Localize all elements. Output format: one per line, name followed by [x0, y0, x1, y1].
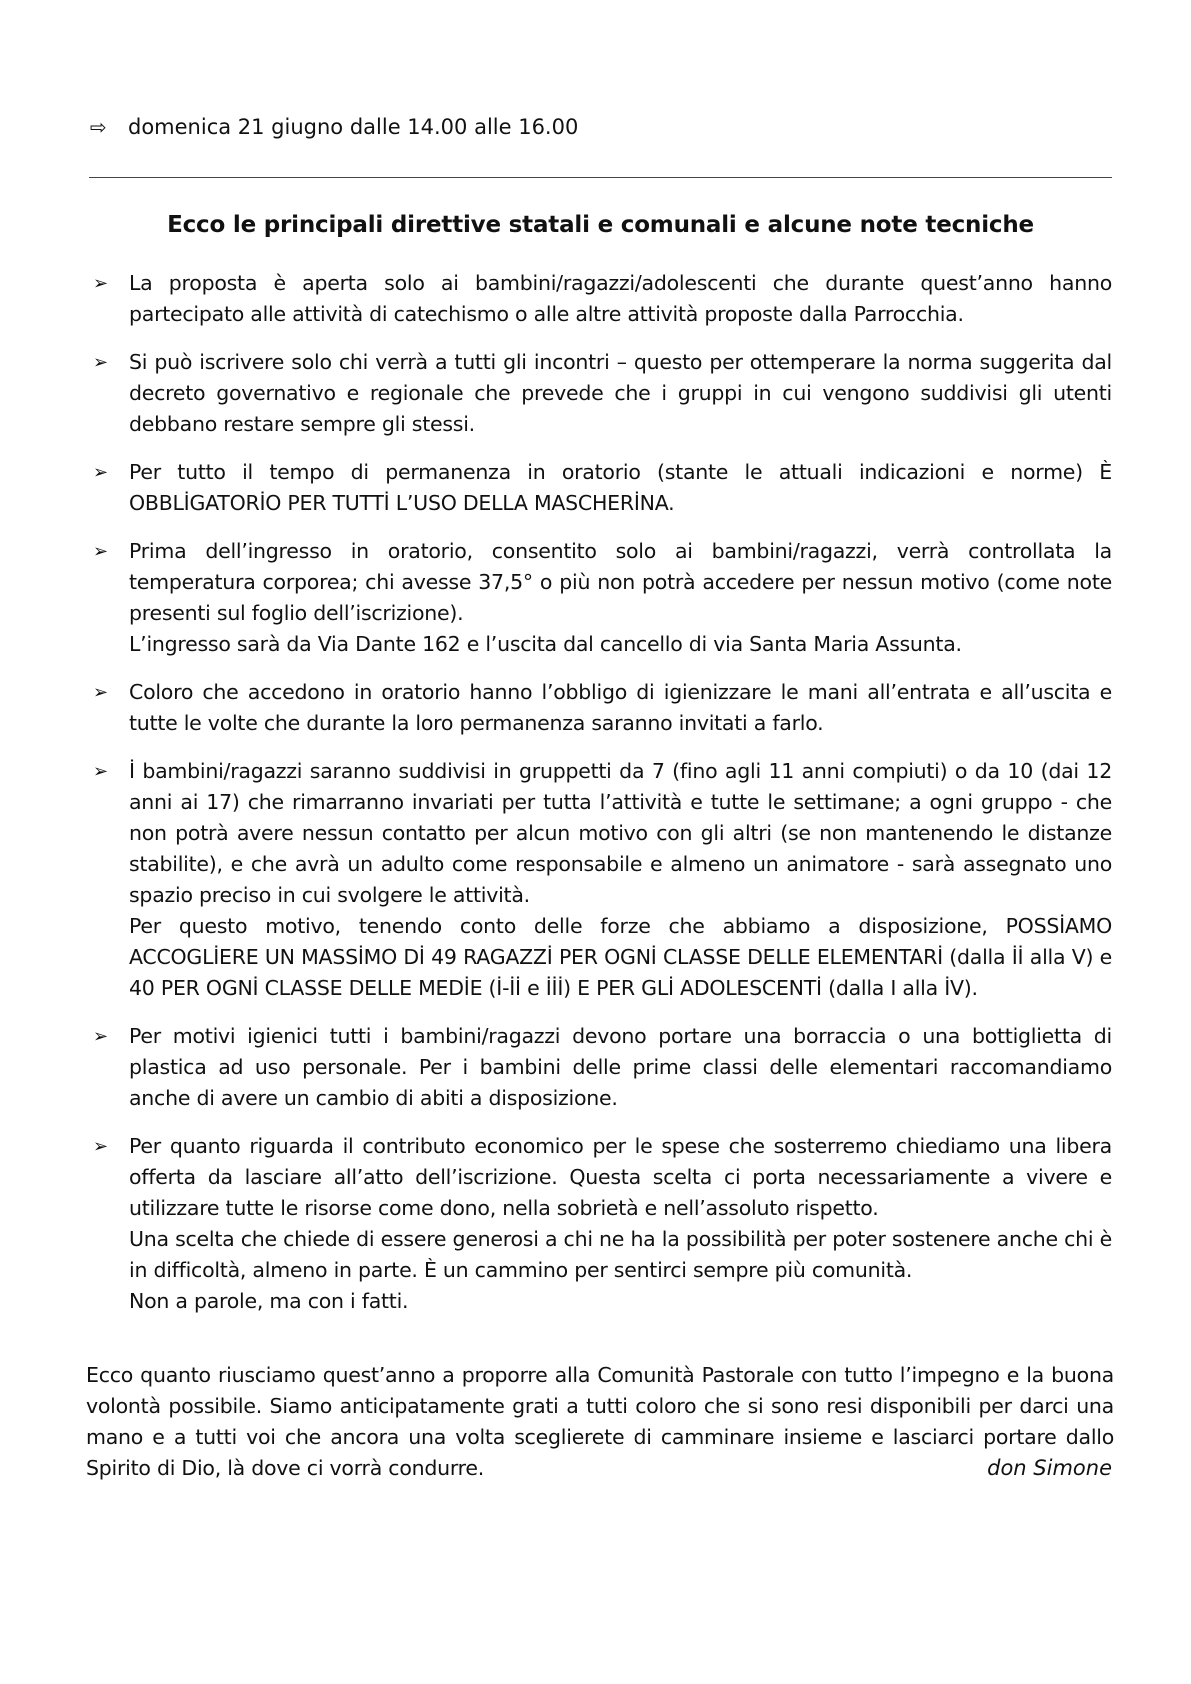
arrowhead-bullet-icon: ➢ — [93, 761, 109, 782]
list-item-text: İ bambini/ragazzi saranno suddivisi in gruppetti da 7 (fino agli 11 anni compiuti) o da 10 (dai 12 anni ai 17) che rimarranno invariati per tutta l’attività e tutte le settimane; a ogni gruppo - che non potrà avere nessun contatto per alcun motivo con gli altri (se non mantenendo le distanze stabilite), e che avrà un adulto come responsabile e almeno un animatore - sarà assegnato uno spazio preciso in cui svolgere le attività. — [129, 759, 1112, 907]
list-item — [89, 756, 1112, 1004]
list-item-text: Una scelta che chiede di essere generosi a chi ne ha la possibilità per poter sostenere anche chi è in difficoltà, almeno in parte. È un cammino per sentirci sempre più comunità. — [129, 1227, 1112, 1282]
signature: don Simone — [987, 1456, 1112, 1480]
list-item-text: La proposta è aperta solo ai bambini/ragazzi/adolescenti che durante quest’anno hanno partecipato alle attività di catechismo o alle altre attività proposte dalla Parrocchia. — [129, 271, 1112, 326]
directives-list — [89, 268, 1112, 1334]
arrowhead-bullet-icon: ➢ — [93, 273, 109, 294]
arrow-right-icon: ⇨ — [90, 115, 107, 139]
arrowhead-bullet-icon: ➢ — [93, 1026, 109, 1047]
list-item-text: Per quanto riguarda il contributo economico per le spese che sosterremo chiediamo una libera offerta da lasciare all’atto dell’iscrizione. Questa scelta ci porta necessariamente a vivere e utilizzare tutte le risorse come dono, nella sobrietà e nell’assoluto rispetto. — [129, 1134, 1112, 1220]
list-item-text: Coloro che accedono in oratorio hanno l’obbligo di igienizzare le mani all’entrata e all’uscita e tutte le volte che durante la loro permanenza saranno invitati a farlo. — [129, 680, 1112, 735]
list-item — [89, 457, 1112, 519]
section-heading: Ecco le principali direttive statali e comunali e alcune note tecniche — [167, 212, 1034, 238]
list-item — [89, 347, 1112, 440]
list-item-text: Per motivi igienici tutti i bambini/ragazzi devono portare una borraccia o una bottiglietta di plastica ad uso personale. Per i bambini delle prime classi delle elementari raccomandiamo anche di avere un cambio di abiti a disposizione. — [129, 1024, 1112, 1110]
closing-paragraph: Ecco quanto riusciamo quest’anno a proporre alla Comunità Pastorale con tutto l’impegno e la buona volontà possibile. Siamo anticipatamente grati a tutti coloro che si sono resi disponibili per darci una mano e a tutti voi che ancora una volta sceglierete di camminare insieme e lasciarci portare dallo Spirito di Dio, là dove ci vorrà condurre. — [86, 1363, 1114, 1480]
arrowhead-bullet-icon: ➢ — [93, 682, 109, 703]
schedule-line — [90, 112, 578, 142]
list-item-text: L’ingresso sarà da Via Dante 162 e l’uscita dal cancello di via Santa Maria Assunta. — [129, 632, 962, 656]
arrowhead-bullet-icon: ➢ — [93, 462, 109, 483]
list-item-text: Prima dell’ingresso in oratorio, consentito solo ai bambini/ragazzi, verrà controllata la temperatura corporea; chi avesse 37,5° o più non potrà accedere per nessun motivo (come note presenti sul foglio dell’iscrizione). — [129, 539, 1112, 625]
list-item-text: Per tutto il tempo di permanenza in oratorio (stante le attuali indicazioni e norme) È OBBLİGATORİO PER TUTTİ L’USO DELLA MASCHERİNA. — [129, 460, 1112, 515]
arrowhead-bullet-icon: ➢ — [93, 541, 109, 562]
horizontal-divider — [89, 177, 1112, 178]
list-item — [89, 677, 1112, 739]
arrowhead-bullet-icon: ➢ — [93, 352, 109, 373]
list-item-text: Non a parole, ma con i fatti. — [129, 1289, 409, 1313]
list-item — [89, 1131, 1112, 1317]
list-item-text: Si può iscrivere solo chi verrà a tutti gli incontri – questo per ottemperare la norma suggerita dal decreto governativo e regionale che prevede che i gruppi in cui vengono suddivisi gli utenti debbano restare sempre gli stessi. — [129, 350, 1112, 436]
list-item — [89, 536, 1112, 660]
arrowhead-bullet-icon: ➢ — [93, 1136, 109, 1157]
list-item — [89, 268, 1112, 330]
schedule-text: domenica 21 giugno dalle 14.00 alle 16.00 — [128, 115, 579, 139]
list-item — [89, 1021, 1112, 1114]
list-item-text: Per questo motivo, tenendo conto delle forze che abbiamo a disposizione, POSSİAMO ACCOGLİERE UN MASSİMO Dİ 49 RAGAZZİ PER OGNİ CLASSE DELLE ELEMENTARİ (dalla İİ alla V) e 40 PER OGNİ CLASSE DELLE MEDİE (İ-İİ e İİİ) E PER GLİ ADOLESCENTİ (dalla I alla İV). — [129, 914, 1112, 1000]
